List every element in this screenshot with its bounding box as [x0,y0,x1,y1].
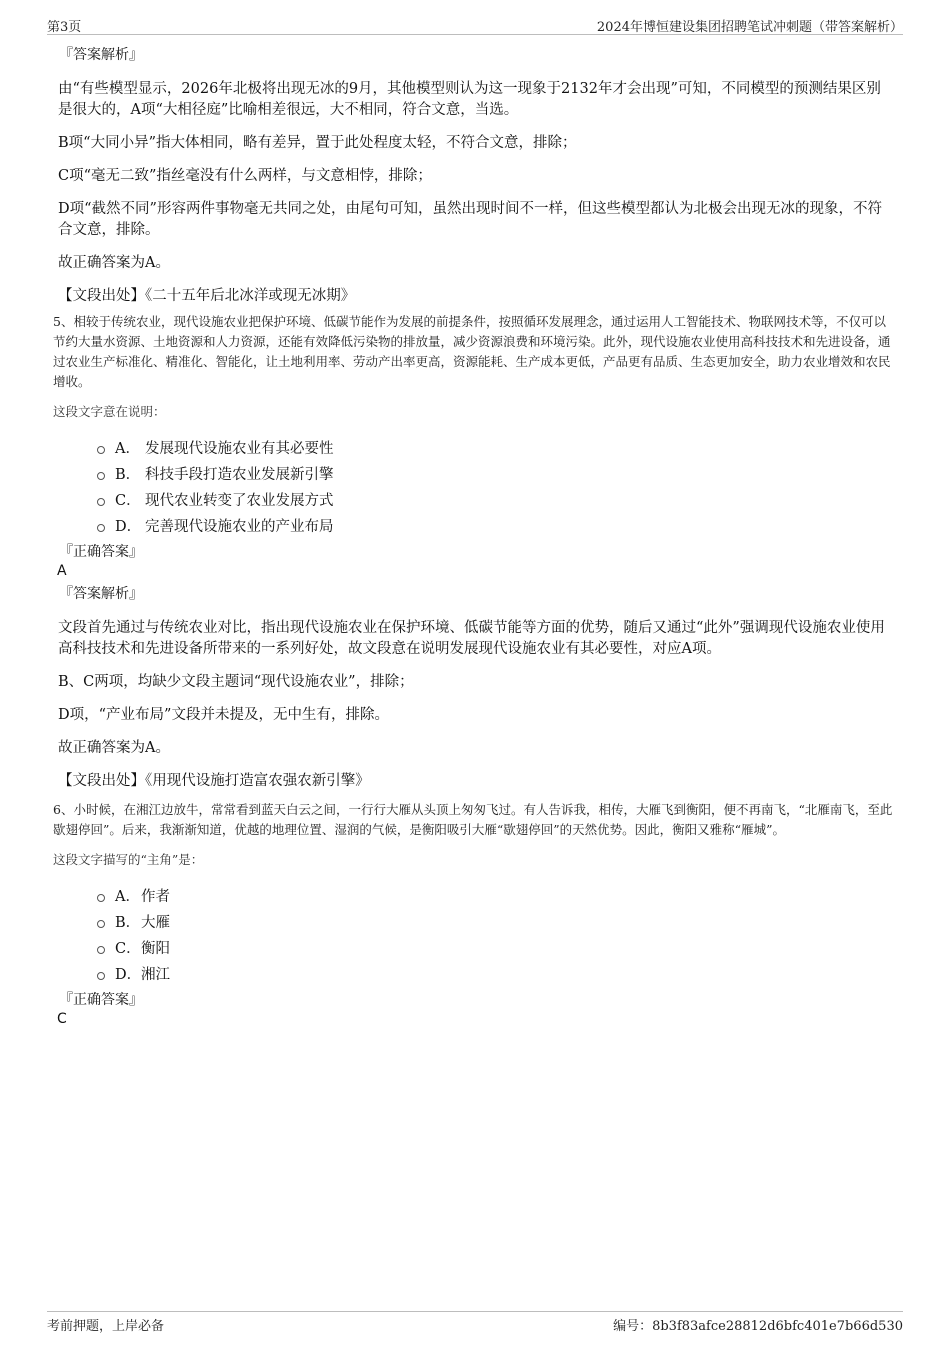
correct-answer-value: C [57,1011,67,1027]
option-c[interactable]: C． 现代农业转变了农业发展方式 [97,486,893,512]
radio-icon[interactable] [97,472,105,480]
analysis-paragraph: C项“毫无二致”指丝毫没有什么两样，与文意相悖，排除； [58,168,432,184]
text-source: 【文段出处】《用现代设施打造富农强农新引擎》 [58,773,370,789]
page-number: 第3页 [47,20,82,35]
page-header [47,14,903,35]
option-d[interactable]: D． 湘江 [97,960,893,986]
radio-icon[interactable] [97,946,105,954]
question-5-prompt: 这段文字意在说明： [53,404,166,419]
analysis-paragraph: D项“截然不同”形容两件事物毫无共同之处，由尾句可知，虽然出现时间不一样，但这些模型都认为北极会出现无冰的现象，不符合文意，排除。 [58,201,882,238]
option-b[interactable]: B． 大雁 [97,908,893,934]
question-6-prompt: 这段文字描写的“主角”是： [53,852,204,867]
correct-answer-label: 『正确答案』 [59,544,143,560]
document-code: 编号：8b3f83afce28812d6bfc401e7b66d530 [613,1319,903,1334]
page-footer [47,1311,903,1334]
radio-icon[interactable] [97,894,105,902]
question-5-stem: 5、相较于传统农业，现代设施农业把保护环境、低碳节能作为发展的前提条件，按照循环发展理念，通过运用人工智能技术、物联网技术等，不仅可以节约大量水资源、土地资源和人力资源，还能有效降低污染物的排放量，减少资源浪费和环境污染。此外，现代设施农业使用高科技技术和先进设备，通过农业生产标准化、精准化、智能化，让土地利用率、劳动产出率更高，资源能耗、生产成本更低，产品更有品质、生态更加安全，助力农业增效和农民增收。 [53,314,891,389]
correct-answer-value: A [57,563,67,579]
text-source: 【文段出处】《二十五年后北冰洋或现无冰期》 [58,288,356,304]
option-a[interactable]: A． 作者 [97,882,893,908]
question-6-options [97,882,893,986]
option-d[interactable]: D． 完善现代设施农业的产业布局 [97,512,893,538]
option-a[interactable]: A． 发展现代设施农业有其必要性 [97,434,893,460]
analysis-conclusion: 故正确答案为A。 [58,740,170,756]
radio-icon[interactable] [97,524,105,532]
footer-slogan: 考前押题，上岸必备 [47,1319,165,1334]
analysis-label: 『答案解析』 [59,47,143,63]
analysis-paragraph: B、C两项，均缺少文段主题词“现代设施农业”，排除； [58,674,414,690]
analysis-paragraph: 由“有些模型显示，2026年北极将出现无冰的9月，其他模型则认为这一现象于2132年才会出现”可知，不同模型的预测结果区别是很大的，A项“大相径庭”比喻相差很远，大不相同，符合文意，当选。 [58,81,881,118]
document-title: 2024年博恒建设集团招聘笔试冲刺题（带答案解析） [596,20,903,35]
question-5-options [97,434,893,538]
analysis-paragraph: D项，“产业布局”文段并未提及，无中生有，排除。 [58,707,389,723]
analysis-paragraph: 文段首先通过与传统农业对比，指出现代设施农业在保护环境、低碳节能等方面的优势，随后又通过“此外”强调现代设施农业使用高科技技术和先进设备所带来的一系列好处，故文段意在说明发展现代设施农业有其必要性，对应A项。 [58,620,885,657]
radio-icon[interactable] [97,972,105,980]
analysis-conclusion: 故正确答案为A。 [58,255,170,271]
radio-icon[interactable] [97,920,105,928]
radio-icon[interactable] [97,498,105,506]
option-c[interactable]: C． 衡阳 [97,934,893,960]
option-b[interactable]: B． 科技手段打造农业发展新引擎 [97,460,893,486]
analysis-paragraph: B项“大同小异”指大体相同，略有差异，置于此处程度太轻，不符合文意，排除； [58,135,577,151]
question-6-stem: 6、小时候，在湘江边放牛，常常看到蓝天白云之间，一行行大雁从头顶上匆匆飞过。有人告诉我，相传，大雁飞到衡阳，便不再南飞，“北雁南飞，至此歇翅停回”。后来，我渐渐知道，优越的地理位置、湿润的气候，是衡阳吸引大雁“歇翅停回”的天然优势。因此，衡阳又雅称“雁城”。 [53,802,893,837]
page-content [53,45,893,1028]
radio-icon[interactable] [97,446,105,454]
analysis-label: 『答案解析』 [59,586,143,602]
correct-answer-label: 『正确答案』 [59,992,143,1008]
